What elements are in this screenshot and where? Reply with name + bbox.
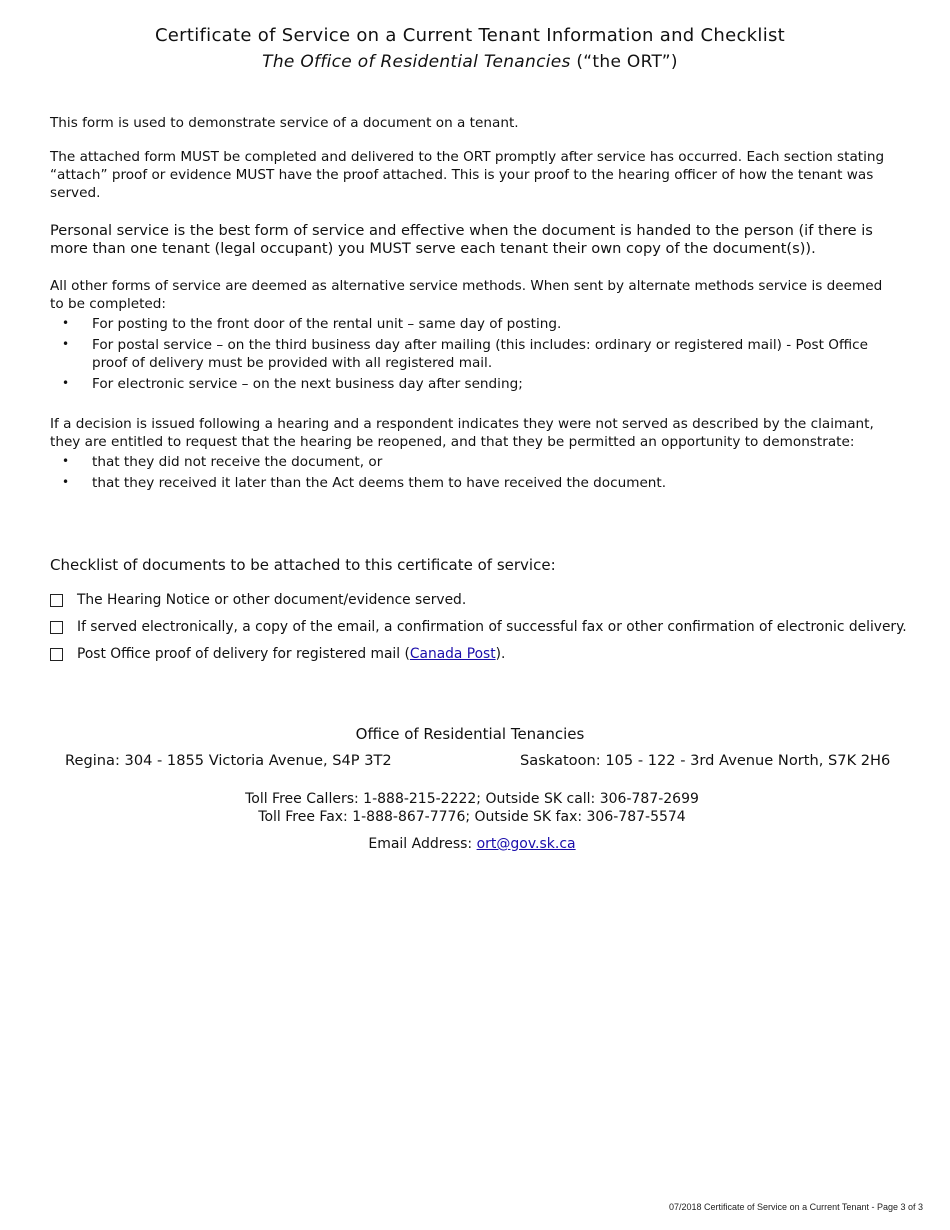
list-item: • that they received it later than the Act deems them to have received the document. [62, 475, 667, 491]
intro-paragraph: This form is used to demonstrate service of a document on a tenant. [50, 115, 519, 131]
personal-service-paragraph: Personal service is the best form of service and effective when the document is handed to the person (if there is more than one tenant (legal occupant) you MUST serve each tenant their own copy of the document(s)). [50, 222, 873, 257]
list-item: • For postal service – on the third business day after mailing (this includes: ordinary or registered mail) - Post Office proof of delivery must be provided with all registered mail. [62, 337, 868, 371]
delivery-paragraph: The attached form MUST be completed and delivered to the ORT promptly after service has occurred. Each section stating “attach” proof or evidence MUST have the proof attached. This is your proof to the hearing officer of how the tenant was served. [50, 149, 885, 201]
toll-free-callers: Toll Free Callers: 1-888-215-2222; Outside SK call: 306-787-2699 [245, 791, 699, 807]
subtitle-office-name: The Office of Residential Tenancies [262, 52, 571, 72]
reopen-paragraph: If a decision is issued following a hearing and a respondent indicates they were not served as described by the claimant, they are entitled to request that the hearing be reopened, and that they be permitted an opportunity to demonstrate: [50, 416, 874, 450]
bullet-glyph: • [62, 337, 70, 351]
checkbox[interactable] [50, 594, 63, 607]
checkbox[interactable] [50, 621, 63, 634]
checklist-item-post-office-proof [50, 646, 930, 662]
checklist-item-label: Post Office proof of delivery for registered mail (Canada Post). [77, 646, 506, 662]
bullet-glyph: • [62, 454, 70, 468]
subtitle-suffix: (“the ORT”) [576, 52, 678, 72]
saskatoon-address: Saskatoon: 105 - 122 - 3rd Avenue North, S7K 2H6 [520, 752, 891, 769]
bullet-glyph: • [62, 316, 70, 330]
page-title: Certificate of Service on a Current Tenant Information and Checklist [154, 25, 786, 46]
toll-free-fax: Toll Free Fax: 1-888-867-7776; Outside SK fax: 306-787-5574 [258, 809, 686, 825]
checklist-item-electronic-proof [50, 619, 930, 635]
page-footer: 07/2018 Certificate of Service on a Current Tenant - Page 3 of 3 [669, 1202, 923, 1212]
list-item: • that they did not receive the document, or [62, 454, 383, 470]
checklist-heading: Checklist of documents to be attached to this certificate of service: [50, 556, 556, 574]
page-subtitle [0, 52, 940, 72]
email-label: Email Address: [368, 836, 477, 852]
checklist-item-label: If served electronically, a copy of the email, a confirmation of successful fax or other confirmation of electronic delivery. [77, 619, 907, 635]
bullet-glyph: • [62, 475, 70, 489]
checkbox[interactable] [50, 648, 63, 661]
checklist-item-hearing-notice [50, 592, 930, 608]
list-item: • For posting to the front door of the rental unit – same day of posting. [62, 316, 562, 332]
reopen-conditions-list [50, 453, 900, 495]
list-item: • For electronic service – on the next business day after sending; [62, 376, 523, 392]
checklist-item-label: The Hearing Notice or other document/evidence served. [77, 592, 467, 608]
email-link[interactable]: ort@gov.sk.ca [476, 836, 576, 852]
email-line [0, 835, 944, 853]
canada-post-link[interactable]: Canada Post [409, 646, 496, 662]
bullet-glyph: • [62, 376, 70, 390]
alternative-service-paragraph: All other forms of service are deemed as alternative service methods. When sent by alternate methods service is deemed to be completed: [50, 278, 883, 312]
service-methods-list [50, 315, 900, 396]
office-title: Office of Residential Tenancies [355, 725, 585, 743]
regina-address: Regina: 304 - 1855 Victoria Avenue, S4P 3T2 [65, 752, 392, 769]
